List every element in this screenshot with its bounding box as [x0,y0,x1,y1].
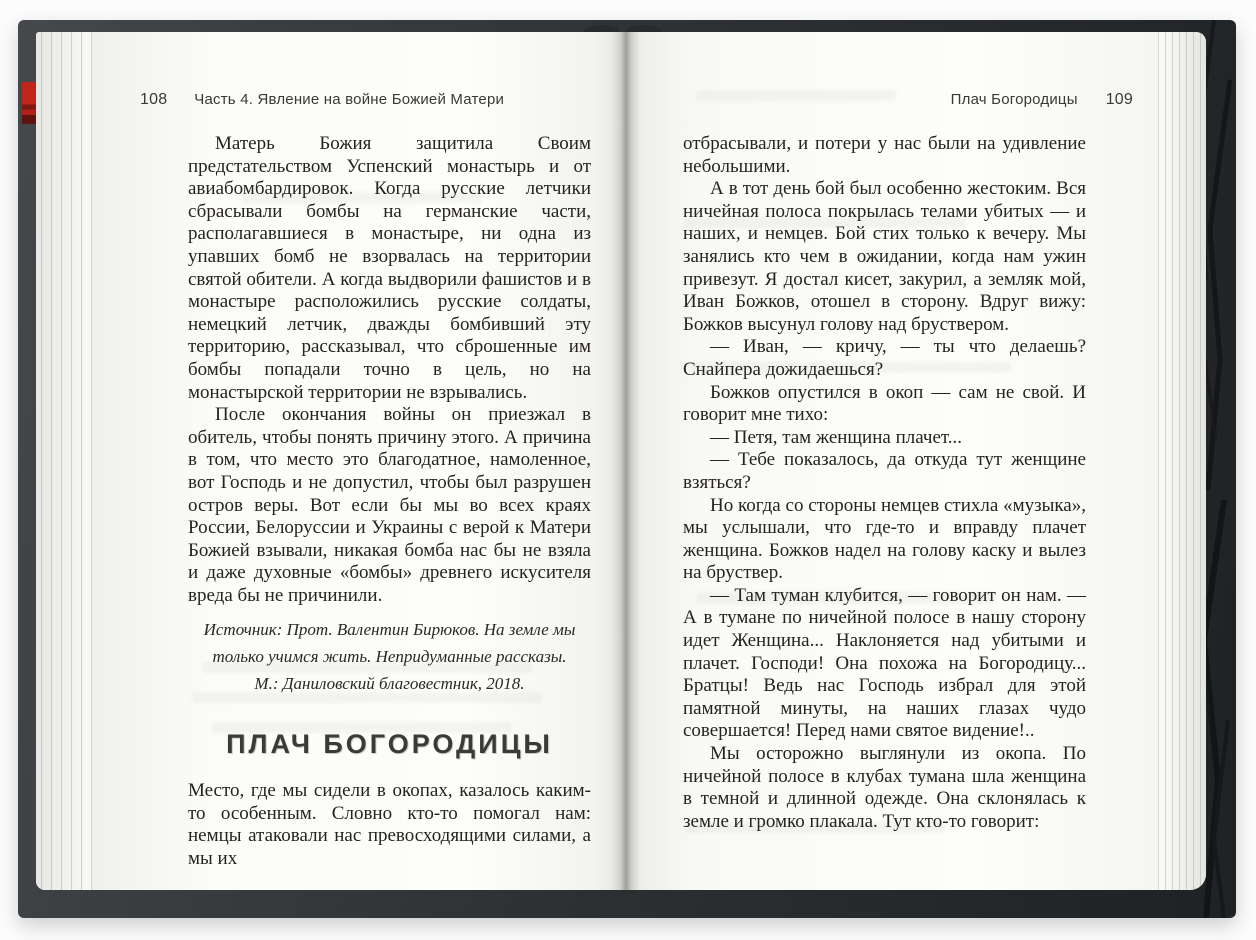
body-paragraph: Но когда со стороны немцев стихла «музыка», мы услышали, что где-то и вправду плачет женщина. Божков надел на голову каску и вылез на бруствер. [683,494,1086,584]
page-edges-right [1158,32,1206,890]
book-gutter [612,32,640,890]
book-cover [18,20,1236,918]
body-paragraph: — Тебе показалось, да откуда тут женщине взяться? [683,449,1086,493]
body-paragraph: — Там туман клубится, — говорит он нам. — А в тумане по ничейной полосе в нашу сторону идет Женщина... Наклоняется над убитыми и плачет. Господи! Она похожа на Богородицу... Братцы! Ведь нас Господь избрал для этой памятной минуты, на наших глазах чудо совершается! Перед нами святое видение!.. [683,584,1086,742]
body-paragraph: Матерь Божия защитила Своим предстательством Успенский монастырь и от авиабомбардировок. Когда русские летчики сбрасывали бомбы на германские части, располагавшиеся в монастыре, ни одна из упавших бомб не взорвалась на территории святой обители. А когда выдворили фашистов и в монастыре расположились русские солдаты, немецкий летчик, дважды бомбивший эту территорию, рассказывал, что сброшенные им бомбы попадали точно в цель, но на монастырской территории не взрывались. [188,133,591,403]
right-page-text [683,133,1086,833]
source-line: Источник: Прот. Валентин Бирюков. На земле мы [203,620,576,640]
source-line: М.: Даниловский благовестник, 2018. [254,674,525,694]
page-number: 109 [1105,91,1133,108]
left-page [92,32,626,890]
body-paragraph: Место, где мы сидели в окопах, казалось каким-то особенным. Словно кто-то помогал нам: немцы атаковали нас превосходящими силами, а мы их [188,780,591,869]
body-paragraph: После окончания войны он приезжал в обитель, чтобы понять причину этого. А причина в том, что место это благодатное, намоленное, вот Господь и не допустил, чтобы был разрушен остров веры. Вот если бы мы во всех краях России, Белоруссии и Украины с верой к Матери Божией взывали, никакая бомба нас бы не взяла и даже духовные «бомбы» древнего искусителя вреда бы не причинили. [188,404,591,606]
running-header-right [683,91,1133,109]
right-page [626,32,1158,890]
page-number: 108 [140,91,168,108]
running-header-title: Часть 4. Явление на войне Божией Матери [194,91,505,108]
cover-red-accent [22,82,37,124]
source-line: только учимся жить. Непридуманные рассказы. [212,647,567,667]
body-paragraph: отбрасывали, и потери у нас были на удивление небольшими. [683,133,1086,177]
chapter-heading: ПЛАЧ БОГОРОДИЦЫ [226,729,553,760]
left-page-text [188,133,591,870]
body-paragraph: Мы осторожно выглянули из окопа. По ничейной полосе в клубах тумана шла женщина в темной и длинной одежде. Она склонялась к земле и громко плакала. Тут кто-то говорит: [683,743,1086,832]
running-header-title: Плач Богородицы [950,91,1078,108]
body-paragraph: Божков опустился в окоп — сам не свой. И говорит мне тихо: [683,381,1086,426]
body-paragraph: А в тот день бой был особенно жестоким. Вся ничейная полоса покрылась телами убитых — и наших, и немцев. Бой стих только к вечеру. Мы занялись кто чем в ожидании, когда нам ужин привезут. Я достал кисет, закурил, а земляк мой, Иван Божков, отошел в сторону. Вдруг вижу: Божков высунул голову над бруствером. [683,178,1086,335]
body-paragraph: — Иван, — кричу, — ты что делаешь? Снайпера дожидаешься? [683,336,1086,380]
running-header-left [140,91,504,109]
body-paragraph: — Петя, там женщина плачет... [710,426,963,448]
page-block [36,32,1206,890]
page-edges-left [36,32,92,890]
source-citation [188,616,591,697]
